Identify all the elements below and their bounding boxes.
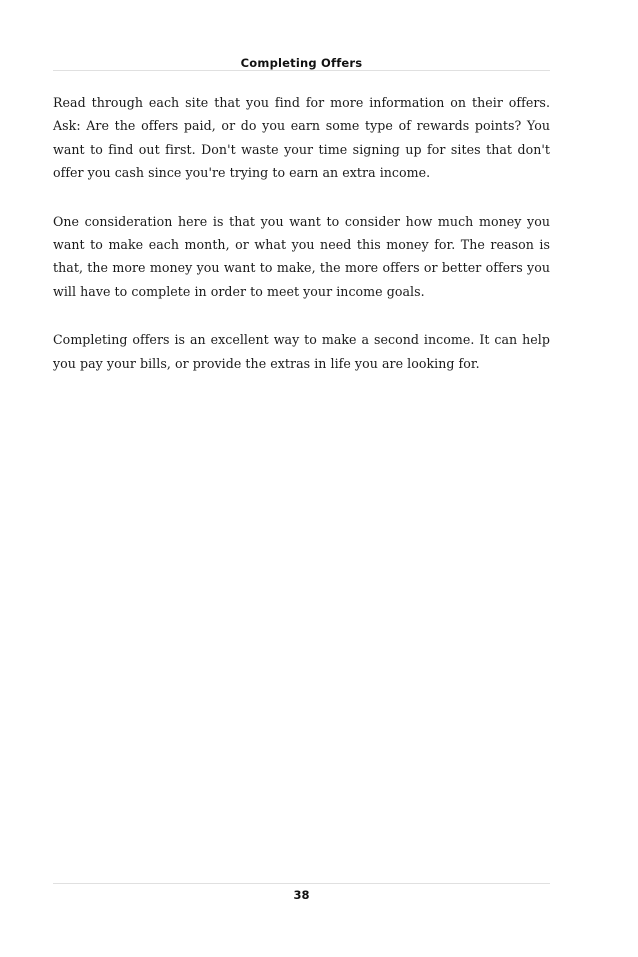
- page-title: Completing Offers: [240, 56, 363, 70]
- paragraph: Read through each site that you find for more information on their offers. Ask: Are the offers paid, or do you earn some type of rewards points? You want to find out first. Don't waste your time signing up for sites that don't offer you cash since you're trying to earn an extra income.: [53, 95, 550, 181]
- paragraph: One consideration here is that you want to consider how much money you want to make each month, or what you need this money for. The reason is that, the more money you want to make, the more offers or better offers you will have to complete in order to meet your income goals.: [53, 213, 550, 299]
- paragraph: Completing offers is an excellent way to make a second income. It can help you pay your bills, or provide the extras in life you are looking for.: [53, 332, 550, 371]
- page-number: 38: [293, 888, 310, 902]
- page-footer: [53, 883, 550, 903]
- page-body: [53, 91, 550, 400]
- page-header: [53, 52, 550, 71]
